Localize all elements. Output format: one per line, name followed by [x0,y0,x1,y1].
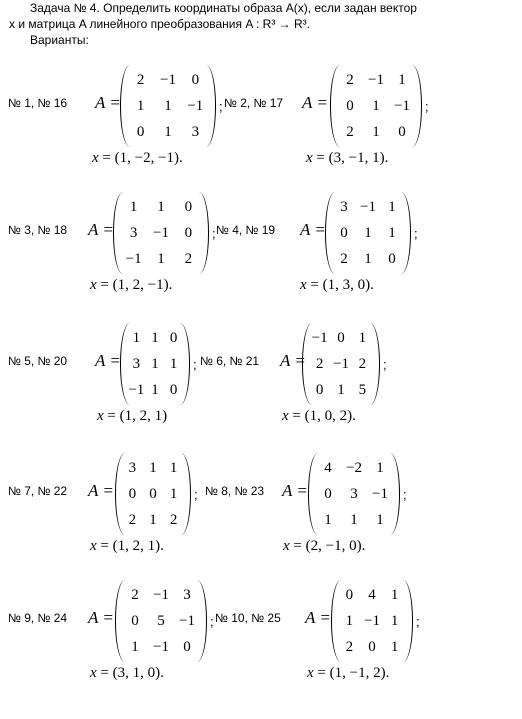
vector-x: x = (1, 2, 1) [97,408,168,424]
vector-x: x = (1, 0, 2). [282,408,356,424]
matrix-name: A = [95,93,121,112]
matrix-cell: 3 [191,124,200,140]
matrix-cell: 1 [169,356,178,372]
matrix-cell: 0 [183,639,191,655]
matrix-cell: 1 [151,356,159,372]
matrix-cell: 0 [346,98,354,114]
matrix [115,453,191,535]
matrix-cell: 1 [136,98,145,114]
matrix-name: A = [88,220,114,239]
matrix-cell: 2 [340,251,348,267]
matrix-cell: 2 [128,512,137,528]
variant-label: № 1, № 16 [8,96,68,110]
matrix-cell: 1 [131,639,139,655]
matrix-name: A = [300,220,326,239]
matrix-cell: −1 [153,587,169,603]
vector-x: x = (1, −2, −1). [92,150,183,166]
matrix-cell: 2 [169,512,178,528]
matrix-cell: 1 [398,72,406,88]
matrix-cell: 0 [191,72,200,88]
matrix-cell: −1 [394,98,410,114]
matrix-cell: 1 [129,199,138,215]
matrix-cell: 3 [350,486,358,502]
matrix-cell: 2 [136,72,145,88]
vector-x: x = (1, 3, 0). [300,277,374,293]
matrix-cell: 1 [376,512,384,528]
matrix-cell: 5 [157,613,165,629]
matrix-cell: 1 [149,460,157,476]
matrix-cell: 1 [345,613,354,629]
semicolon: ; [194,487,198,502]
task-header [0,0,522,48]
matrix-cell: 3 [183,587,191,603]
matrix-cell: 3 [132,356,141,372]
matrix-name: A = [95,351,121,370]
matrix [113,192,209,274]
matrix-cell: 1 [337,382,345,398]
matrix-name: A = [282,481,308,500]
semicolon: ; [414,226,418,241]
matrix-cell: 2 [345,639,354,655]
matrix-cell: −1 [160,72,176,88]
vector-x: x = (1, −1, 2). [307,665,390,681]
matrix-cell: 0 [340,225,348,241]
matrix-cell: −1 [360,199,376,215]
matrix-cell: −1 [372,486,388,502]
semicolon: ; [193,357,197,372]
matrix-cell: −1 [333,356,349,372]
variant-label: № 2, № 17 [224,96,284,110]
matrix-cell: 4 [324,460,332,476]
matrix [325,192,411,274]
matrix-cell: 1 [376,460,384,476]
matrix-cell: −1 [368,72,384,88]
matrix-cell: 5 [358,382,367,398]
matrix-cell: 1 [390,613,399,629]
matrix-cell: 1 [157,251,165,267]
matrix-cell: 0 [315,382,324,398]
matrix-cell: 4 [368,587,376,603]
vector-x: x = (1, 2, −1). [90,277,173,293]
matrix-cell: 0 [136,124,145,140]
variant-label: № 9, № 24 [8,611,68,625]
task-title: Задача № 4. Определить координаты образа A(x), если задан вектор [30,1,417,15]
vector-x: x = (3, 1, 0). [90,665,164,681]
matrix-cell: −1 [311,330,328,346]
matrix [120,323,190,405]
variants-heading: Варианты: [30,33,89,47]
semicolon: ; [383,357,387,372]
matrix-cell: 1 [149,512,157,528]
matrix-cell: 2 [346,124,354,140]
matrix-cell: 1 [132,330,141,346]
matrix-cell: 0 [337,330,345,346]
vector-x: x = (1, 2, 1). [90,538,164,554]
matrix-cell: 2 [131,587,139,603]
matrix-cell: −1 [153,225,169,241]
matrix-cell: 1 [364,251,372,267]
matrix-cell: 0 [398,124,406,140]
matrix-cell: 1 [169,486,178,502]
matrix-cell: −1 [364,613,380,629]
matrix-name: A = [88,608,114,627]
matrix [302,323,380,405]
matrix-cell: 1 [324,512,332,528]
matrix-cell: 3 [129,225,138,241]
variant-label: № 8, № 23 [205,484,265,498]
matrix-cell: 0 [169,330,178,346]
matrix-cell: 1 [151,330,159,346]
matrix-cell: −2 [346,460,362,476]
matrix-cell: 0 [388,251,396,267]
semicolon: ; [416,614,420,629]
matrix-cell: 1 [164,98,172,114]
matrix-cell: 1 [157,199,165,215]
semicolon: ; [403,487,407,502]
matrix-cell: 1 [164,124,172,140]
matrix-cell: 3 [128,460,137,476]
matrix-cell: −1 [153,639,169,655]
semicolon: ; [425,99,429,114]
matrix-cell: 1 [372,98,380,114]
variant-label: № 5, № 20 [8,354,68,368]
matrix [331,580,413,662]
variant-label: № 6, № 21 [200,354,260,368]
matrix-cell: 1 [390,587,399,603]
matrix-cell: 2 [184,251,193,267]
semicolon: ; [212,226,216,241]
matrix-name: A = [305,608,331,627]
variant-label: № 3, № 18 [8,223,68,237]
matrix-cell: −1 [125,251,142,267]
matrix-cell: 0 [131,613,139,629]
matrix-cell: 1 [350,512,358,528]
matrix-name: A = [302,93,328,112]
matrix [330,65,422,147]
matrix-cell: 0 [324,486,332,502]
matrix-cell: 2 [346,72,354,88]
matrix-cell: 1 [358,330,367,346]
matrix-cell: 0 [128,486,137,502]
matrix [115,580,207,662]
matrix-cell: 0 [184,225,193,241]
matrix-cell: 2 [315,356,324,372]
variant-label: № 7, № 22 [8,484,68,498]
variant-label: № 4, № 19 [216,223,276,237]
matrix-cell: 0 [345,587,354,603]
matrix [308,453,400,535]
matrix-cell: 0 [368,639,376,655]
variant-label: № 10, № 25 [215,611,281,625]
matrix-cell: 1 [364,225,372,241]
matrix-cell: −1 [187,98,204,114]
matrix-cell: 0 [149,486,157,502]
semicolon: ; [210,614,214,629]
matrix-cell: 0 [169,382,178,398]
matrix-cell: 1 [169,460,178,476]
matrix-cell: 2 [358,356,367,372]
semicolon: ; [219,99,223,114]
matrix-cell: 1 [388,225,396,241]
matrix-cell: 3 [340,199,348,215]
matrix-name: A = [88,481,114,500]
matrix-cell: 1 [151,382,159,398]
vector-x: x = (3, −1, 1). [306,150,389,166]
matrix-cell: 1 [388,199,396,215]
task-subtitle: x и матрица A линейного преобразования A : R³ → R³. [9,17,310,31]
matrix-cell: −1 [179,613,195,629]
matrix-name: A = [280,351,306,370]
matrix-cell: 0 [184,199,193,215]
vector-x: x = (2, −1, 0). [283,538,366,554]
matrix-cell: 1 [372,124,380,140]
matrix-cell: −1 [128,382,145,398]
matrix [120,65,216,147]
matrix-cell: 1 [390,639,399,655]
